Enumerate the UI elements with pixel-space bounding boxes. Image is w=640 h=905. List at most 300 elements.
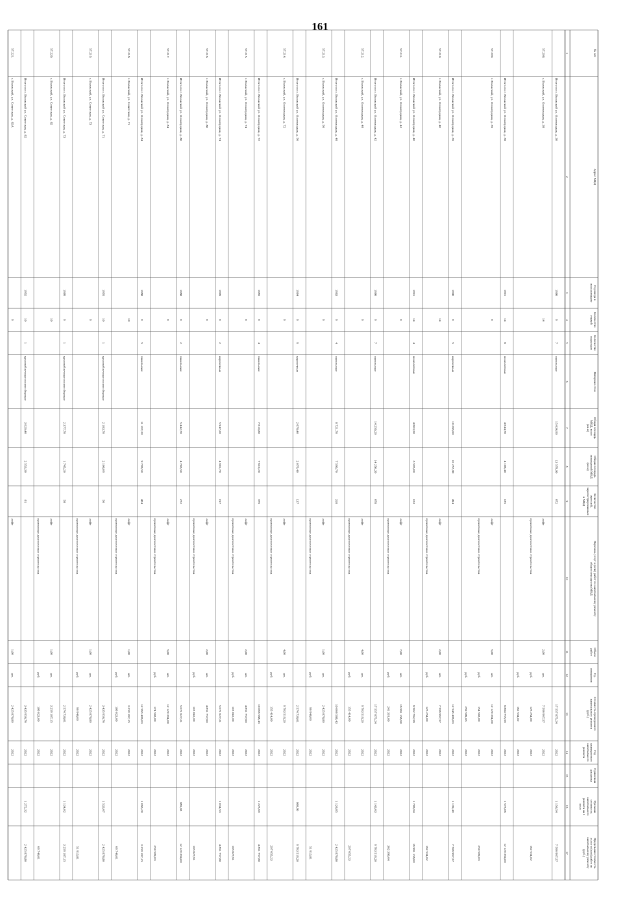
table-cell-num: 57.209. [489,48,494,59]
table-cell-plan: 2022 [386,749,391,756]
column-header: измерения [589,668,594,683]
table-cell-floors: 14 [541,318,546,322]
column-header: Удельная [593,800,597,813]
column-header: кв.м [578,803,583,810]
table-cell-area2: 2 106,09 [101,460,106,473]
table-cell-addr: Итого по г. Волжский ул. Советская, д. 82 [23,77,28,139]
table-cell-plan: 2022 [75,749,80,756]
column-header: ремонта на 1 [582,797,587,816]
table-cell-addr: Итого по г. Волжский ул. Оломоуцкая, д. 30 [554,77,559,141]
table-cell-addr: г. Волжский, ул. Советская, д. 71 [127,77,132,126]
column-header: стоимость [589,799,594,814]
table-cell-limit: 9 703 519,20 [373,844,378,862]
table-cell-plan: 2022 [321,749,326,756]
column-number: 14 [565,750,570,755]
table-cell-vol: 2,00 [243,649,248,656]
table-cell-area: 3 020,40 [23,422,28,434]
table-cell-floors: 10 [23,318,28,322]
table-cell-work: лифт [88,518,93,526]
table-cell-cost: 109 023,00 [36,706,41,722]
table-cell-spec: 1 134,02 [62,800,67,813]
table-cell-mat: кирпичные [295,356,300,373]
table-cell-plan: 2022 [308,749,313,756]
table-cell-meas: шт. [541,672,546,678]
table-cell-limit: 259 509,03 [153,845,158,861]
table-cell-plan: 2022 [554,749,559,756]
table-cell-plan: 2022 [541,749,546,756]
table-cell-floors: 10 [49,318,54,322]
table-cell-spec: 1 083,20 [140,800,145,813]
table-cell-spec: 1 139,49 [451,800,456,813]
table-cell-meas: руб. [230,672,235,679]
table-cell-floors: 9 [399,318,404,321]
table-cell-cost: 9 703 519,20 [360,704,365,723]
table-cell-cost: 2 425 878,80 [10,704,15,723]
table-cell-spec: 868,90 [295,801,300,812]
table-cell-mat: крупноблочные полносборные [23,356,28,401]
table-cell-cost: 10 066 588,43 [334,704,339,724]
table-cell-limit: 2 425 878,80 [101,844,106,862]
table-cell-area: 15 634,90 [554,421,559,435]
table-cell-cost: 155 414,00 [347,706,352,722]
column-header: Предельная стоимость [593,837,597,869]
table-cell-meas: шт. [49,672,54,678]
table-cell-plan: 2022 [295,749,300,756]
table-cell-cost: 10 066 588,43 [256,704,261,724]
table-cell-floors: 9 [334,318,339,321]
table-cell-work: лифт [166,518,171,526]
table-cell-floors: 9 [217,318,222,321]
table-cell-plan: 2022 [191,749,196,756]
table-cell-limit: 362 390,64 [386,845,391,861]
table-cell-area: 2 678,40 [295,422,300,434]
table-cell-num: 57.217. [166,48,171,59]
table-cell-addr: Итого по г. Волжский ул. Оломоуцкая, д. 48 [334,77,339,141]
table-cell-meas: руб. [463,672,468,679]
table-cell-plan: 2022 [23,749,28,756]
table-cell-vol: 2,00 [541,649,546,656]
table-cell-addr: Итого по г. Волжский ул. Оломоуцкая, д. 38 [502,77,507,141]
table-cell-area2: 14 250,20 [373,459,378,474]
table-cell-year: 1991 [412,289,417,297]
table-cell-addr: г. Волжский, ул. Оломоуцкая, д. 39 [489,77,494,129]
table-cell-meas: руб. [386,672,391,679]
table-cell-cost: 259 509,03 [463,706,468,722]
table-cell-limit: 51 913,81 [308,846,313,860]
table-cell-area2: 10 257,90 [451,459,456,474]
table-cell-meas: шт. [10,672,15,678]
table-cell-num: 57.220. [49,48,54,59]
column-header: подъездов [589,336,594,350]
table-cell-res: 81 [23,499,28,504]
table-cell-limit: 69 746,61 [114,846,119,860]
table-cell-mat: монолитные [502,356,507,374]
column-number: 17 [565,851,570,855]
table-cell-vol: 4,00 [360,649,365,656]
column-number: 12 [565,673,570,677]
table-cell-plan: 2022 [373,749,378,756]
table-cell-meas: руб. [191,672,196,679]
table-cell-work: лифт [49,518,54,526]
table-cell-limit: 207 655,23 [269,845,274,861]
table-cell-floors: 9 [140,318,145,321]
table-cell-res: 58 [62,499,67,504]
table-cell-addr: г. Волжский, ул. Советская, д. 82А [10,77,15,128]
column-header: капитального [585,743,590,762]
column-number: 6 [565,380,570,383]
table-cell-year: 1985 [256,289,261,297]
table-cell-addr: г. Волжский, ул. Оломоуцкая, д. 80 [204,77,209,129]
table-cell-cost: 125 254,00 [425,706,430,722]
column-number: 2 [565,176,570,178]
table-cell-area: 5 947,20 [217,422,222,434]
table-cell-addr: г. Волжский, ул. Оломоуцкая, д. 56 [321,77,326,129]
column-number: 10 [565,577,570,581]
table-cell-limit: 207 655,23 [347,845,352,861]
table-cell-num: 57.208. [541,48,546,59]
table-cell-mat: панельные [554,356,559,372]
table-cell-mat: панельные [256,356,261,372]
table-cell-work: лифт [127,518,132,526]
table-cell-cost: 8 884 755,59 [502,704,507,723]
table-cell-meas: шт. [127,672,132,678]
table-cell-plan: 2022 [10,749,15,756]
table-cell-addr: г. Волжский, ул. Оломоуцкая, д. 48 [360,77,365,129]
table-cell-plan: 2022 [166,749,171,756]
table-cell-meas: шт. [438,672,443,678]
table-cell-limit: 103 827,61 [230,845,235,861]
table-cell-entr: 5 [451,342,456,344]
table-cell-cost: 2 425 878,80 [88,704,93,723]
column-header: Единичная [593,768,597,784]
table-cell-work: проектные диагностики строительства [269,518,274,575]
table-cell-cost: 8 502 782,58 [412,704,417,723]
column-number: 4 [565,318,570,321]
table-cell-cost: 12 543 406,03 [451,704,456,724]
table-cell-plan: 2022 [230,749,235,756]
table-cell-plan: 2022 [438,749,443,756]
column-number: 11 [565,650,570,654]
table-cell-entr: 7 [373,342,378,344]
table-cell-limit: 4 851 757,60 [256,844,261,862]
table-cell-area2: 3 595,00 [412,460,417,473]
column-header: капитальному ремонту [585,837,590,869]
table-cell-floors: 9 [243,318,248,321]
column-header: Год ввода в [593,285,597,301]
table-cell-vol: 1,00 [88,649,93,656]
table-cell-cost: 3 435 956,76 [23,704,28,723]
table-cell-work: лифт [282,518,287,526]
table-cell-cost: 154 503,00 [476,706,481,722]
table-cell-plan: 2022 [243,749,248,756]
table-cell-mat: кирпичные [451,356,456,373]
table-cell-plan: 2022 [114,749,119,756]
table-cell-area2: 4 901,70 [217,460,222,473]
table-cell-cost: 116 042,00 [230,706,235,722]
table-cell-cost: 155 414,00 [269,706,274,722]
table-cell-floors: 9 [282,318,287,321]
table-cell-res: 678 [373,498,378,504]
table-cell-floors: 9 [360,318,365,321]
column-header: Год [593,750,597,755]
table-cell-area: 10 283,60 [451,421,456,435]
column-number: 13 [565,712,570,716]
table-cell-entr: 4 [412,342,417,344]
table-cell-mat: кирпичные [217,356,222,373]
table-cell-vol: 1,00 [321,649,326,656]
table-cell-meas: шт. [166,672,171,678]
table-cell-spec: 1 533,67 [101,800,106,813]
table-cell-meas: шт. [204,672,209,678]
page-number: 161 [311,21,329,33]
table-cell-year: 1989 [62,289,67,297]
table-cell-work: проектные диагностики строительства [528,518,533,575]
table-cell-year: 1995 [101,289,106,297]
table-cell-entr: 8 [502,342,507,344]
column-header: Объем [593,647,597,657]
table-cell-area2: 2 079,40 [295,460,300,473]
table-cell-limit: 2 425 878,80 [23,844,28,862]
table-cell-plan: 2022 [88,749,93,756]
table-cell-spec: 1 272,32 [23,800,28,813]
table-cell-area2: 4 106,40 [502,460,507,473]
table-cell-entr: 1 [62,342,67,344]
table-cell-plan: 2022 [127,749,132,756]
table-cell-meas: руб. [269,672,274,679]
table-cell-floors: 9 [451,318,456,321]
column-header: услуг и (или) работ по [589,837,594,869]
table-cell-mat: панельные [179,356,184,372]
table-cell-num: 57.221. [10,48,15,59]
column-header: жителей, [589,495,594,508]
table-cell-cost: 2 574 738,61 [62,704,67,723]
table-cell-plan: 2022 [451,749,456,756]
table-cell-num: 57.218. [127,48,132,59]
table-cell-work: проектные диагностики строительства [191,518,196,575]
table-cell-vol: 5,00 [489,649,494,656]
table-cell-meas: руб. [153,672,158,679]
table-cell-cost: 12 129 394,00 [166,704,171,724]
table-cell-res: 464 [140,498,145,504]
table-cell-addr: Итого по г. Волжский ул. Оломоуцкая, д. 39 [451,77,456,141]
table-cell-meas: шт. [282,672,287,678]
table-cell-addr: Итого по г. Волжский ул. Оломоуцкая, д. 74 [217,77,222,141]
table-cell-limit: 259 509,03 [476,845,481,861]
column-header: расценка [589,769,594,782]
table-cell-meas: шт. [88,672,93,678]
table-cell-vol: 5,00 [166,649,171,656]
table-cell-vol: 2,00 [438,649,443,656]
table-cell-spec: 1 126,85 [334,800,339,813]
column-header: Перечень услуг и (или) работ по капитальному ремонту [593,540,597,617]
table-cell-res: 272 [179,498,184,504]
table-cell-floors: 9 [554,318,559,321]
table-cell-plan: 2022 [49,749,54,756]
table-cell-work: проектные диагностики строительства [114,518,119,575]
table-cell-mat: панельные [373,356,378,372]
table-cell-cost: 3 259 187,15 [127,704,132,723]
table-cell-floors: 9 [295,318,300,321]
table-cell-addr: г. Волжский, ул. Оломоуцкая, д. 38 [541,77,546,129]
column-header: общего имущества МКД [589,561,594,596]
table-cell-res: 672 [554,498,559,504]
table-cell-vol: 2,00 [204,649,209,656]
table-cell-area2: 7 610,20 [256,460,261,473]
table-cell-meas: руб. [114,672,119,679]
table-cell-year: 1986 [373,289,378,297]
table-cell-entr: 9 [295,342,300,344]
table-cell-floors: 9 [62,318,67,321]
table-cell-num: 57.216. [204,48,209,59]
column-header: Количество [593,311,597,328]
table-cell-num: 57.211. [399,48,404,59]
column-number: 1 [565,52,570,54]
table-cell-cost: 162 534,02 [515,706,520,722]
table-cell-num: 57.215. [243,48,248,59]
column-header: Стоимость проведенного [593,696,597,731]
table-cell-entr: 2 [179,342,184,344]
column-header: № п/п [593,49,597,58]
table-cell-limit: 51 913,81 [75,846,80,860]
table-cell-num: 57.213. [321,48,326,59]
table-cell-area: 7 610,80 [256,422,261,434]
column-header: работ [589,648,594,656]
column-number: 7 [565,427,570,429]
table-cell-limit: 162 534,02 [528,845,533,861]
table-cell-addr: г. Волжский, ул. Оломоуцкая, д. 42 [399,77,404,129]
table-cell-work: лифт [204,518,209,526]
table-cell-cost: 2 425 878,80 [321,704,326,723]
table-cell-spec: 1 034,53 [217,800,222,813]
table-cell-res: 163 [412,498,417,504]
table-cell-res: 494 [451,498,456,504]
table-cell-year: 1986 [554,289,559,297]
table-cell-cost: 109 023,00 [114,706,119,722]
table-cell-work: лифт [489,518,494,526]
column-header: Ед. [593,673,597,678]
table-cell-work: лифт [321,518,326,526]
column-header: Общая площадь [593,455,597,478]
table-cell-cost: 7 596 967,57 [541,704,546,723]
table-cell-cost: 4 851 757,60 [243,704,248,723]
table-cell-limit: 3 259 187,15 [62,844,67,862]
table-cell-limit: 12 129 394,00 [502,843,507,863]
table-cell-mat: монолитные [412,356,417,374]
table-cell-work: лифт [10,518,15,526]
table-cell-meas: руб. [425,672,430,679]
table-cell-plan: 2022 [282,749,287,756]
table-cell-plan: 2022 [347,749,352,756]
table-cell-addr: г. Волжский, ул. Советская, д. 82 [49,77,54,126]
table-cell-meas: шт. [243,672,248,678]
table-cell-res: 56 [101,499,106,504]
table-cell-work: проектные диагностики строительства [476,518,481,575]
column-header: планируемого [589,742,594,763]
column-number: 3 [565,291,570,294]
table-cell-res: 137 [295,498,300,504]
table-cell-floors: 9 [166,318,171,321]
table-cell-floors: 14 [502,318,507,322]
table-cell-addr: г. Волжский, ул. Оломоуцкая, д. 72 [282,77,287,129]
table-cell-work: проектные диагностики строительства [230,518,235,575]
column-header: Адрес МКД [593,168,597,185]
table-cell-limit: 9 703 519,20 [295,844,300,862]
column-header: (руб.) [582,849,587,857]
table-cell-floors: 9 [179,318,184,321]
table-cell-area: 2 377,70 [62,422,67,434]
table-cell-addr: г. Волжский, ул. Оломоуцкая, д. 84 [166,77,171,129]
column-header: (руб.) [585,710,590,718]
table-cell-vol: 4,00 [282,649,287,656]
table-cell-work: лифт [360,518,365,526]
table-cell-meas: руб. [75,672,80,679]
table-cell-plan: 2022 [399,749,404,756]
table-cell-plan: 2022 [140,749,145,756]
table-cell-addr: г. Волжский, ул. Советская, д. 73 [88,77,93,126]
column-number: 9 [565,500,570,503]
table-cell-work: проектные диагностики строительства [308,518,313,575]
table-cell-entr: 1 [101,342,106,344]
table-cell-mat: крупноблочные полносборные [101,356,106,401]
table-cell-entr: 4 [334,342,339,344]
table-cell-entr: 1 [23,342,28,344]
table-cell-work: проектные диагностики строительства [347,518,352,575]
table-cell-work: проектные диагностики строительства [425,518,430,575]
table-cell-cost: 96 946,00 [75,707,80,721]
table-cell-addr: Итого по г. Волжский ул. Оломоуцкая, д. 72 [256,77,261,141]
table-cell-area2: 1 745,20 [62,460,67,473]
table-cell-year: 1990 [451,289,456,297]
table-cell-year: 1988 [179,289,184,297]
table-cell-addr: Итого по г. Волжский ул. Советская, д. 73 [62,77,67,139]
table-cell-meas: шт. [489,672,494,678]
table-cell-floors: 9 [256,318,261,321]
table-cell-vol: 1,00 [127,649,132,656]
data-table [8,30,598,880]
table-cell-plan: 2022 [217,749,222,756]
table-cell-cost: 17 557 875,24 [554,704,559,724]
table-cell-work: лифт [399,518,404,526]
column-number: 15 [565,774,570,778]
table-cell-plan: 2022 [463,749,468,756]
table-cell-cost: 4 851 757,60 [204,704,209,723]
table-cell-limit: 4 851 757,60 [217,844,222,862]
table-cell-year: 1999 [217,289,222,297]
column-header: МКД, всего [589,420,594,436]
table-cell-res: 197 [217,498,222,504]
table-cell-plan: 2022 [179,749,184,756]
table-cell-res: 185 [502,498,507,504]
table-cell-floors: 14 [438,318,443,322]
table-cell-res: 318 [334,498,339,504]
column-header: капитального [585,797,590,816]
table-cell-entr: 5 [140,342,145,344]
table-cell-plan: 2022 [256,749,261,756]
table-cell-num: 57.214. [282,48,287,59]
table-cell-work: лифт [438,518,443,526]
table-cell-addr: Итого по г. Волжский ул. Оломоуцкая, д. 84 [140,77,145,141]
column-header: Материал стен [593,371,597,392]
table-cell-spec: 1 573,06 [502,800,507,813]
table-cell-work: лифт [541,518,546,526]
table-cell-plan: 2022 [489,749,494,756]
table-cell-work: проектные диагностики строительства [153,518,158,575]
column-header: Общая площадь [593,417,597,439]
table-cell-area2: 9 796,50 [140,460,145,473]
column-header: зарегистрированных [585,487,590,516]
table-cell-meas: руб. [476,672,481,679]
table-cell-limit: 12 129 394,00 [179,843,184,863]
